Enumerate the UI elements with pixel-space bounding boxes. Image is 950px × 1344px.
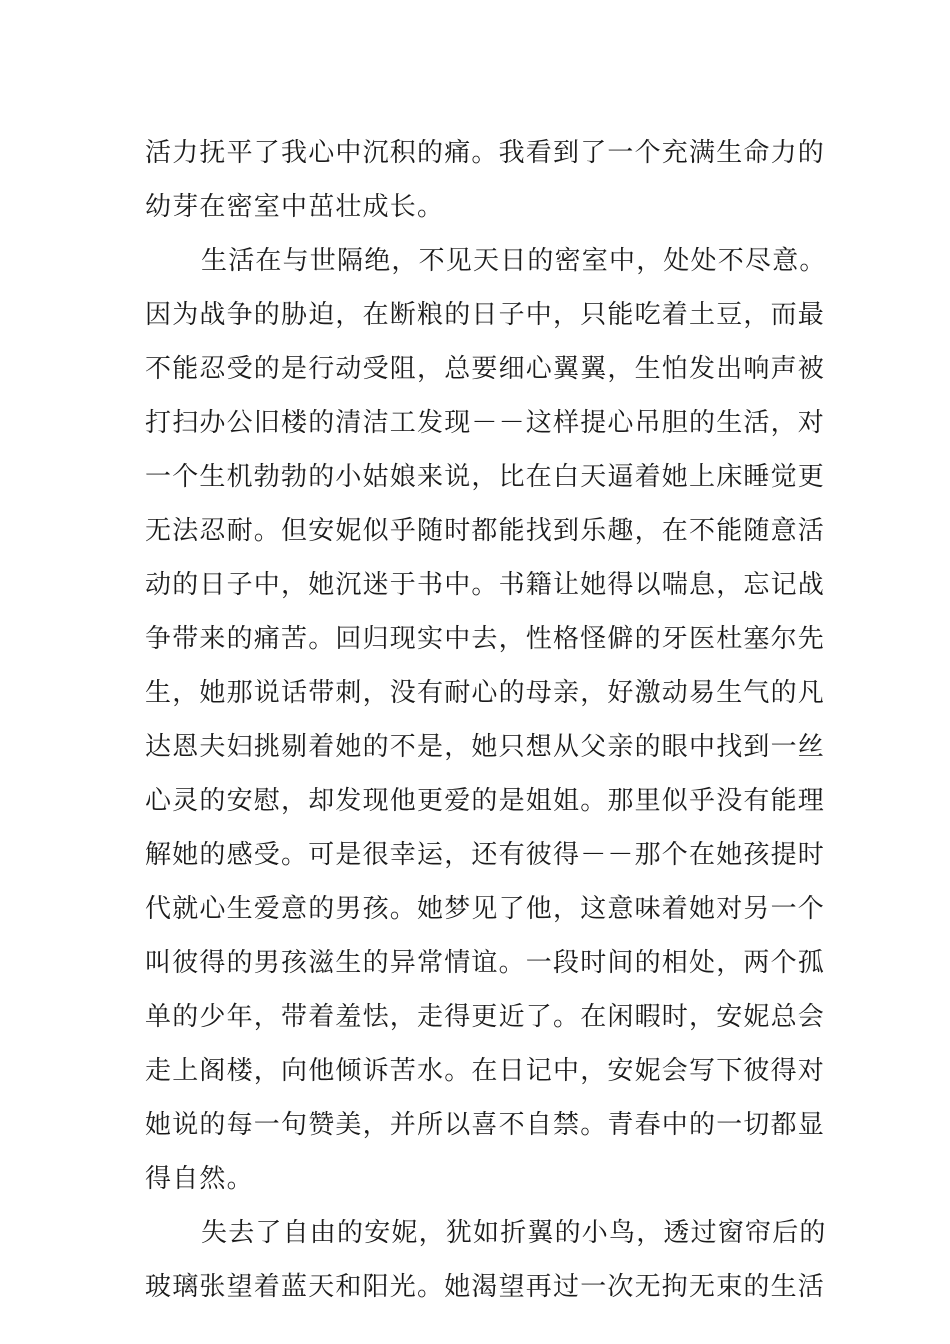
paragraph-1 bbox=[145, 126, 825, 234]
text-line: 心灵的安慰，却发现他更爱的是姐姐。那里似乎没有能理 bbox=[145, 786, 826, 816]
text-line: 失去了自由的安妮，犹如折翼的小鸟，透过窗帘后的 bbox=[201, 1218, 827, 1248]
paragraph-2 bbox=[145, 234, 825, 1206]
text-line: 代就心生爱意的男孩。她梦见了他，这意味着她对另一个 bbox=[145, 894, 826, 924]
text-line: 得自然。 bbox=[145, 1164, 254, 1194]
text-line: 生，她那说话带刺，没有耐心的母亲，好激动易生气的凡 bbox=[145, 678, 826, 708]
text-line: 解她的感受。可是很幸运，还有彼得－－那个在她孩提时 bbox=[145, 840, 826, 870]
text-line: 走上阁楼，向他倾诉苦水。在日记中，安妮会写下彼得对 bbox=[145, 1056, 826, 1086]
text-line: 打扫办公旧楼的清洁工发现－－这样提心吊胆的生活，对 bbox=[145, 408, 826, 438]
text-line: 因为战争的胁迫，在断粮的日子中，只能吃着土豆，而最 bbox=[145, 300, 826, 330]
text-line: 无法忍耐。但安妮似乎随时都能找到乐趣，在不能随意活 bbox=[145, 516, 826, 546]
text-line: 单的少年，带着羞怯，走得更近了。在闲暇时，安妮总会 bbox=[145, 1002, 826, 1032]
text-line: 生活在与世隔绝，不见天日的密室中，处处不尽意。 bbox=[201, 246, 827, 276]
text-line: 叫彼得的男孩滋生的异常情谊。一段时间的相处，两个孤 bbox=[145, 948, 826, 978]
text-line: 达恩夫妇挑剔着她的不是，她只想从父亲的眼中找到一丝 bbox=[145, 732, 826, 762]
text-line: 幼芽在密室中茁壮成长。 bbox=[145, 192, 445, 222]
text-line: 她说的每一句赞美，并所以喜不自禁。青春中的一切都显 bbox=[145, 1110, 826, 1140]
text-line: 动的日子中，她沉迷于书中。书籍让她得以喘息，忘记战 bbox=[145, 570, 826, 600]
text-line: 活力抚平了我心中沉积的痛。我看到了一个充满生命力的 bbox=[145, 138, 826, 168]
text-line: 玻璃张望着蓝天和阳光。她渴望再过一次无拘无束的生活 bbox=[145, 1272, 826, 1302]
text-line: 不能忍受的是行动受阻，总要细心翼翼，生怕发出响声被 bbox=[145, 354, 826, 384]
text-line: 争带来的痛苦。回归现实中去，性格怪僻的牙医杜塞尔先 bbox=[145, 624, 826, 654]
document-page bbox=[145, 126, 825, 1314]
paragraph-3 bbox=[145, 1206, 825, 1314]
text-line: 一个生机勃勃的小姑娘来说，比在白天逼着她上床睡觉更 bbox=[145, 462, 826, 492]
